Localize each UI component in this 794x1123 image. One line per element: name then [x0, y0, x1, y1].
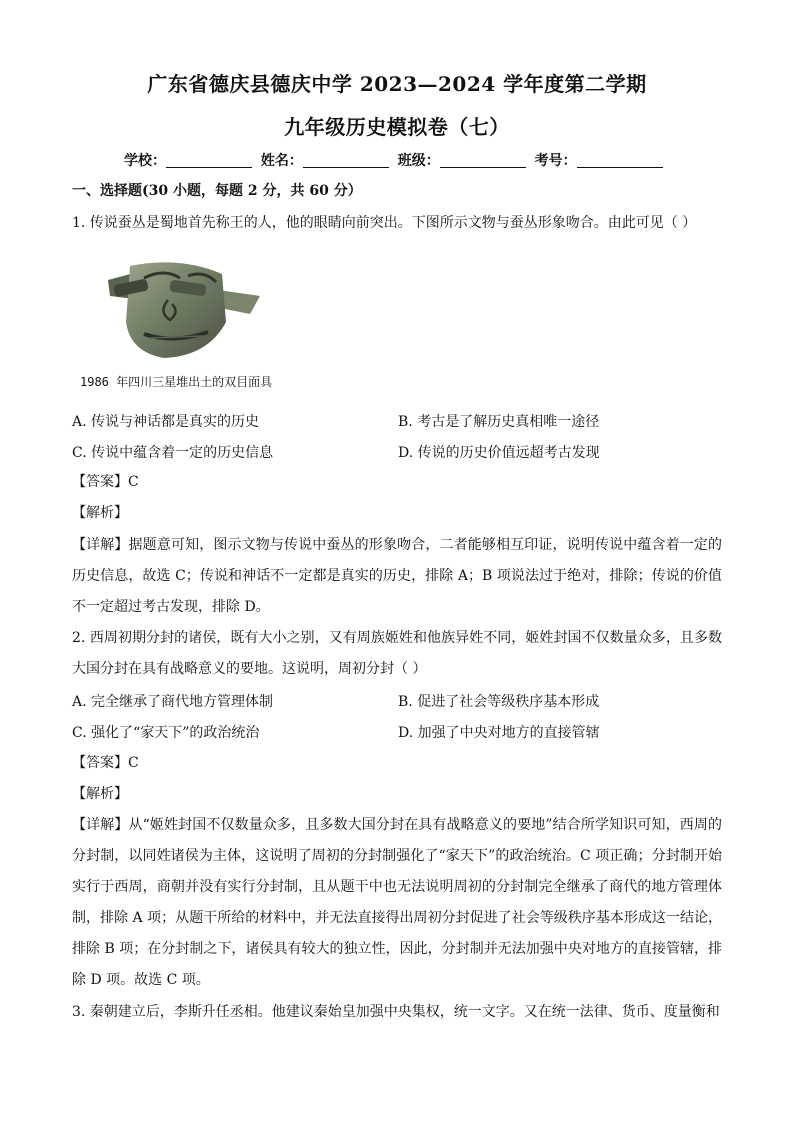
- q1-detail: 【详解】据题意可知，图示文物与传说中蚕丛的形象吻合，二者能够相互印证，说明传说中蕴含着一定的历史信息，故选 C；传说和神话不一定都是真实的历史，排除 A；B 项说法过于绝对，排除；传说的价值不一定超过考古发现，排除 D。: [72, 537, 723, 615]
- q1-analysis-label: 【解析】: [72, 505, 128, 521]
- q2-stem: 2. 西周初期分封的诸侯，既有大小之别，又有周族姬姓和他族异姓不同，姬姓封国不仅数量众多，且多数大国分封在具有战略意义的要地。这说明，周初分封（ ）: [72, 630, 722, 677]
- q1-option-a: A. 传说与神话都是真实的历史: [72, 414, 260, 430]
- class-label: 班级：: [397, 153, 440, 169]
- exam-no-label: 考号：: [534, 153, 577, 169]
- school-label: 学校：: [124, 153, 166, 169]
- image-caption: 1986 年四川三星堆出土的双目面具: [80, 375, 273, 389]
- q2-option-b: B. 促进了社会等级秩序基本形成: [398, 694, 600, 710]
- q2-option-d: D. 加强了中央对地方的直接管辖: [398, 725, 600, 741]
- q2-option-a: A. 完全继承了商代地方管理体制: [72, 694, 274, 710]
- q1-option-c: C. 传说中蕴含着一定的历史信息: [72, 445, 274, 461]
- section-heading: 一、选择题(30 小题，每题 2 分，共 60 分）: [72, 183, 362, 199]
- q1-option-b: B. 考古是了解历史真相唯一途径: [398, 414, 600, 430]
- name-label: 姓名：: [260, 153, 303, 169]
- page-subtitle: 九年级历史模拟卷（七）: [284, 115, 510, 139]
- q1-stem: 1. 传说蚕丛是蜀地首先称王的人，他的眼睛向前突出。下图所示文物与蚕丛形象吻合。由此可见（ ）: [72, 215, 697, 231]
- q1-option-d: D. 传说的历史价值远超考古发现: [398, 445, 600, 461]
- class-blank[interactable]: [440, 153, 526, 168]
- name-blank[interactable]: [303, 153, 389, 168]
- q1-answer: 【答案】C: [72, 474, 139, 490]
- q2-answer: 【答案】C: [72, 755, 139, 771]
- q3-stem: 3. 秦朝建立后，李斯升任丞相。他建议秦始皇加强中央集权，统一文字。又在统一法律、货币、度量衡和: [72, 1004, 720, 1020]
- school-blank[interactable]: [166, 153, 252, 168]
- page-title: 广东省德庆县德庆中学 2023—2024 学年度第二学期: [147, 72, 647, 96]
- q2-analysis-label: 【解析】: [72, 786, 128, 802]
- exam-no-blank[interactable]: [577, 153, 663, 168]
- q2-option-c: C. 强化了“家天下”的政治统治: [72, 725, 260, 741]
- q2-detail: 【详解】从“姬姓封国不仅数量众多，且多数大国分封在具有战略意义的要地”结合所学知识可知，西周的分封制，以同姓诸侯为主体，这说明了周初的分封制强化了“家天下”的政治统治。C 项正确；分封制开始实行于西周，商朝并没有实行分封制，且从题干中也无法说明周初的分封制完全继承了商代的地方管理体制，排除 A 项；从题干所给的材料中，并无法直接得出周初分封促进了社会等级秩序基本形成这一结论，排除 B 项；在分封制之下，诸侯具有较大的独立性，因此，分封制并无法加强中央对地方的直接管辖，排除 D 项。故选 C 项。: [72, 817, 723, 988]
- student-info-row: [124, 150, 684, 170]
- bronze-mask-icon: [100, 252, 265, 362]
